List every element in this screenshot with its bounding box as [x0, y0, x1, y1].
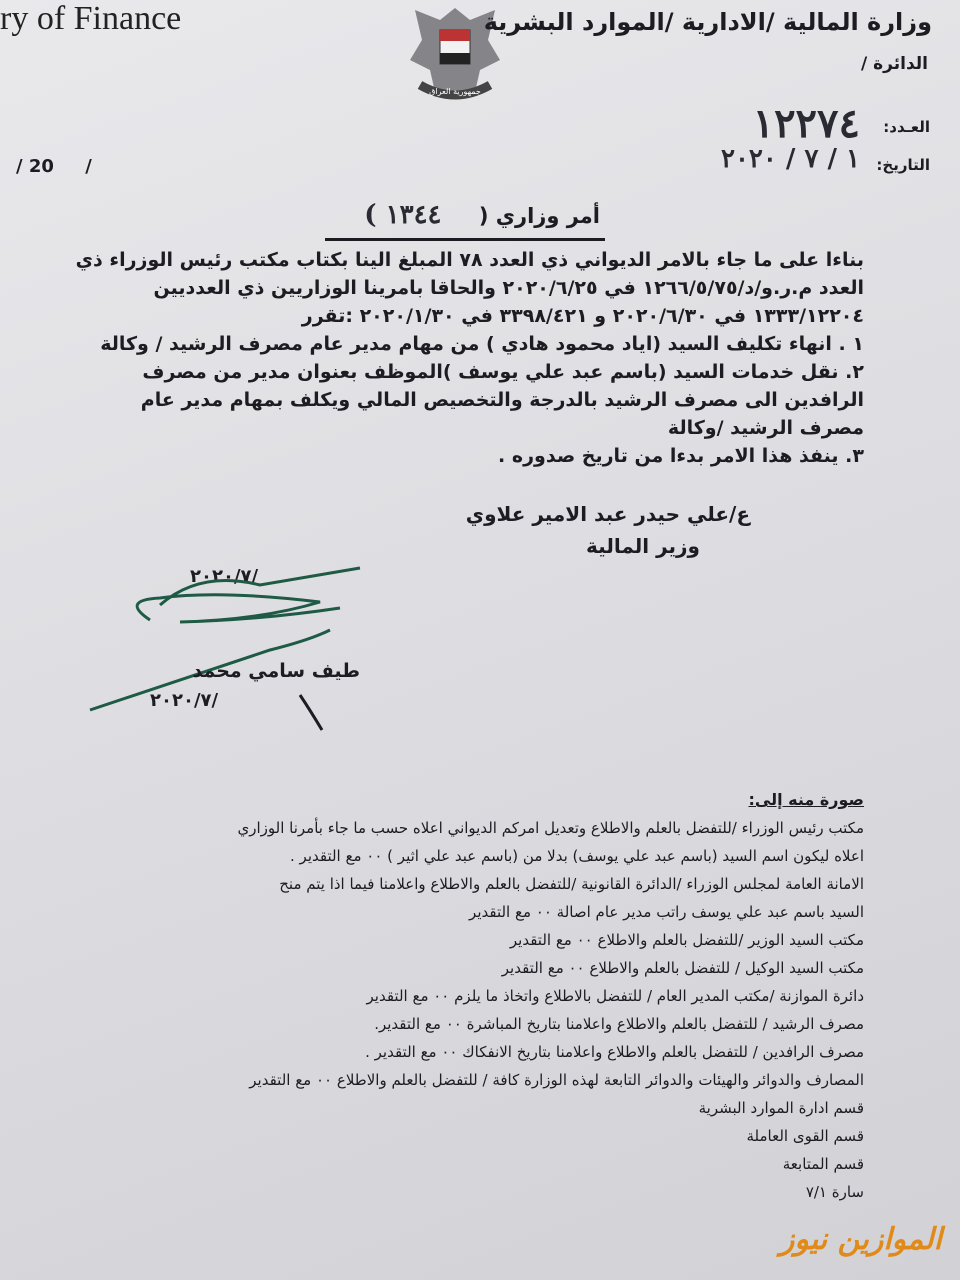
- handwritten-signature-icon: [60, 560, 400, 740]
- order-title: [320, 200, 600, 230]
- order-body: [74, 246, 864, 470]
- copy-line: سارة ٧/١: [805, 1183, 864, 1201]
- body-intro: بناءا على ما جاء بالامر الديواني ذي العدد ٧٨ المبلغ الينا بكتاب مكتب رئيس الوزراء ذي العدد م.ر.و/د/١٢٦٦/٥/٧٥ في ٢٠٢٠/٦/٢٥ والحاقا بامرينا الوزاريين ذي العدديين ١٣٣٣/١٢٢٠٤ في ٢٠٢٠/٦/٣٠ و ٣٣٩٨/٤٢١ في ٢٠٢٠/١/٣٠ :تقرر: [75, 249, 864, 327]
- second-signature-date: ٢٠٢٠/٧/: [150, 690, 219, 711]
- title-underline: [325, 238, 605, 241]
- copy-line: مكتب السيد الوزير /للتفضل بالعلم والاطلاع ٠٠ مع التقدير: [509, 931, 864, 949]
- date-label: التاريخ:: [876, 156, 930, 174]
- left-reference-number: / 20 /: [16, 156, 92, 177]
- order-title-number: ١٣٤٤ ): [364, 200, 442, 230]
- copy-line: دائرة الموازنة /مكتب المدير العام / للتفضل بالاطلاع واتخاذ ما يلزم ٠٠ مع التقدير: [366, 987, 864, 1005]
- emblem-banner-text: جمهورية العراق: [429, 87, 481, 96]
- number-label: العـدد:: [883, 118, 930, 136]
- date-value: ١ / ٧ / ٢٠٢٠: [720, 144, 860, 174]
- body-item-2: ٢. نقل خدمات السيد (باسم عبد علي يوسف )الموظف بعنوان مدير من مصرف الرافدين الى مصرف الرشيد بالدرجة والتخصيص المالي ويكلف بمهام مدير عام مصرف الرشيد /وكالة: [140, 361, 864, 439]
- ministry-english-header: ry of Finance: [0, 0, 182, 37]
- signature-date: ٢٠٢٠/٧/: [190, 566, 259, 587]
- body-item-3: ٣. ينفذ هذا الامر بدءا من تاريخ صدوره .: [498, 445, 864, 467]
- copy-line: الامانة العامة لمجلس الوزراء /الدائرة القانونية /للتفضل بالعلم والاطلاع واعلامنا فيما اذا يتم منح: [279, 875, 864, 893]
- copy-line: مصرف الرشيد / للتفضل بالعلم والاطلاع واعلامنا بتاريخ المباشرة ٠٠ مع التقدير.: [374, 1015, 864, 1033]
- second-signatory-name: طيف سامي محمد: [192, 660, 360, 682]
- signatory-name: ع/علي حيدر عبد الامير علاوي: [465, 502, 750, 526]
- copy-line: قسم القوى العاملة: [746, 1127, 864, 1145]
- copy-line: قسم ادارة الموارد البشرية: [698, 1099, 864, 1117]
- copy-line: مكتب رئيس الوزراء /للتفضل بالعلم والاطلاع وتعديل امركم الديواني اعلاه حسب ما جاء بأمرنا الوزاري: [237, 819, 864, 837]
- copy-line: المصارف والدوائر والهيئات والدوائر التابعة لهذه الوزارة كافة / للتفضل بالعلم والاطلاع ٠٠ مع التقدير: [249, 1071, 864, 1089]
- copy-line: السيد باسم عبد علي يوسف راتب مدير عام اصالة ٠٠ مع التقدير: [469, 903, 864, 921]
- copy-line: قسم المتابعة: [782, 1155, 864, 1173]
- department-label: الدائرة /: [861, 54, 928, 74]
- signatory-title: وزير المالية: [586, 534, 700, 558]
- copy-line: مكتب السيد الوكيل / للتفضل بالعلم والاطلاع ٠٠ مع التقدير: [501, 959, 864, 977]
- number-value: ١٢٢٧٤: [752, 100, 860, 147]
- copies-section: [84, 786, 864, 1206]
- body-item-1: ١ . انهاء تكليف السيد (اياد محمود هادي ) من مهام مدير عام مصرف الرشيد / وكالة: [100, 333, 864, 355]
- copies-heading: صورة منه إلى:: [748, 790, 864, 809]
- copy-line: اعلاه ليكون اسم السيد (باسم عبد علي يوسف) بدلا من (باسم عبد علي اثير ) ٠٠ مع التقدير .: [290, 847, 864, 865]
- order-title-label: أمر وزاري (: [478, 204, 600, 228]
- copy-line: مصرف الرافدين / للتفضل بالعلم والاطلاع واعلامنا بتاريخ الانفكاك ٠٠ مع التقدير .: [365, 1043, 864, 1061]
- ministry-arabic-header: وزارة المالية /الادارية /الموارد البشرية: [483, 8, 932, 36]
- news-watermark-logo: الموازين نيوز: [779, 1222, 942, 1257]
